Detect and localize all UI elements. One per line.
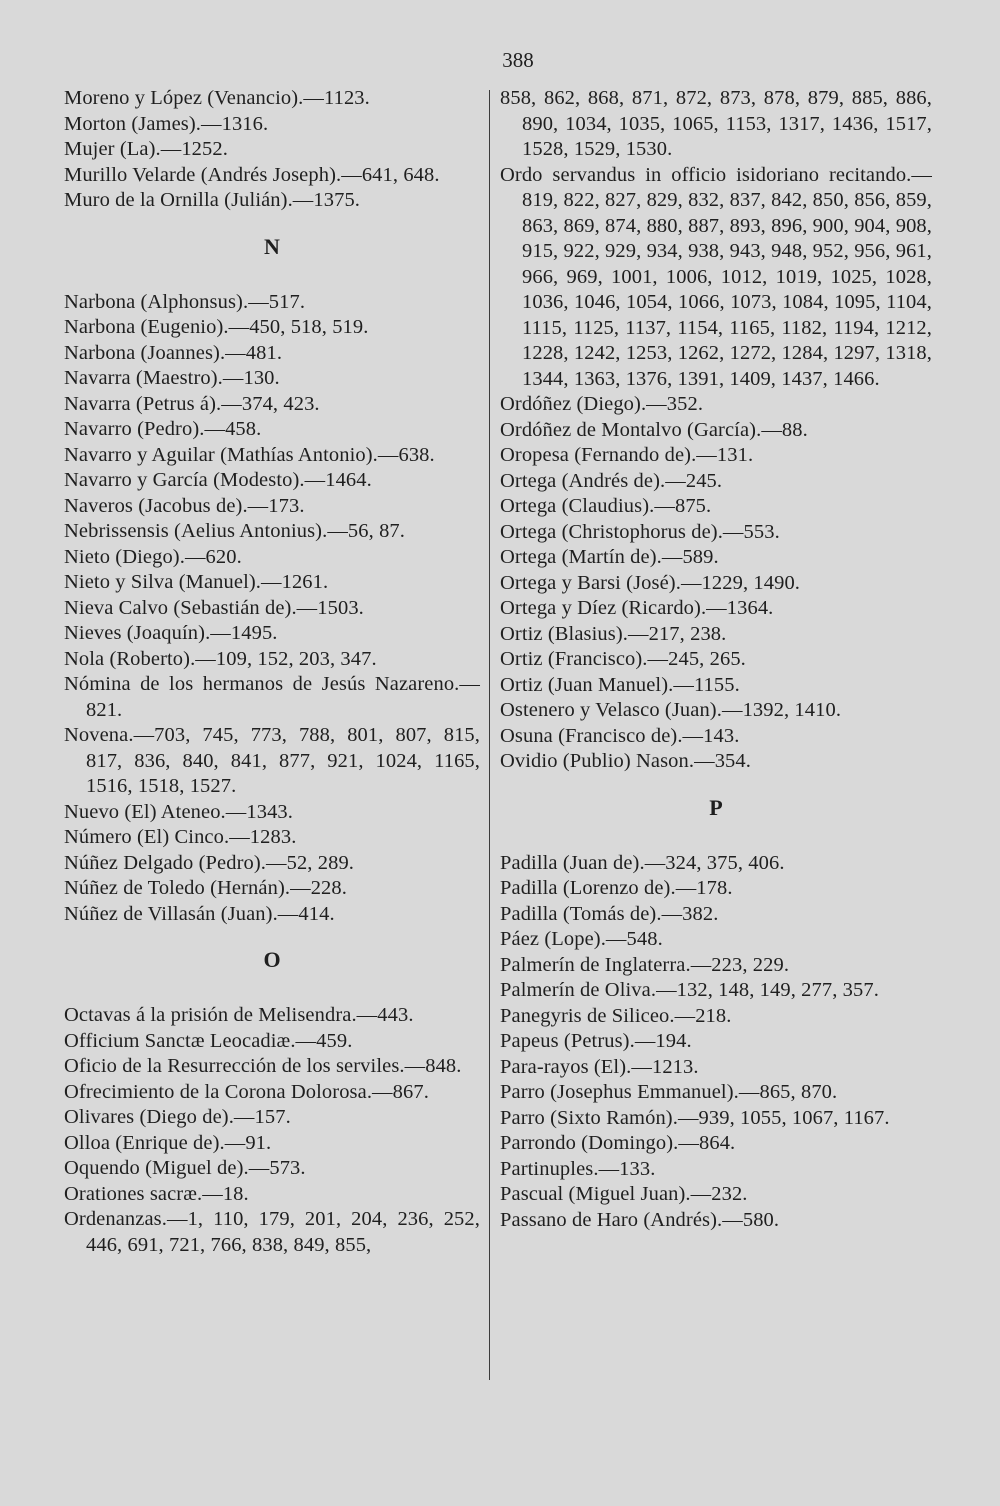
index-entry: Nieto (Diego).—620. xyxy=(64,545,242,568)
index-entry: Naveros (Jacobus de).—173. xyxy=(64,494,305,517)
index-entry: Ortega y Barsi (José).—1229, 1490. xyxy=(500,571,801,594)
index-entry: Octavas á la prisión de Melisendra.—443. xyxy=(64,1004,414,1026)
index-entry: Passano de Haro (Andrés).—580. xyxy=(500,1208,780,1231)
left-index-column xyxy=(64,86,480,1258)
index-entry: Palmerín de Oliva.—132, 148, 149, 277, 357. xyxy=(500,979,879,1001)
index-entry: Ortega (Martín de).—589. xyxy=(500,546,719,568)
index-entry: Ortega (Claudius).—875. xyxy=(500,495,712,517)
index-entry: Nieto y Silva (Manuel).—1261. xyxy=(64,571,329,593)
index-entry: Nebrissensis (Aelius Antonius).—56, 87. xyxy=(64,520,405,542)
section-letter-p: P xyxy=(709,794,723,820)
index-entry: Olloa (Enrique de).—91. xyxy=(64,1131,272,1154)
index-entry: Padilla (Lorenzo de).—178. xyxy=(500,877,733,899)
index-entry: Parro (Sixto Ramón).—939, 1055, 1067, 1167. xyxy=(500,1106,890,1129)
index-entry: Panegyris de Siliceo.—218. xyxy=(500,1004,732,1027)
index-entry: Ortega (Andrés de).—245. xyxy=(500,469,723,492)
index-entry: Ordo servandus in officio isidoriano recitando.—819, 822, 827, 829, 832, 837, 842, 850, 856, 859, 863, 869, 874, 880, 887, 893, 896, 900, 904, 908, 915, 922, 929, 934, 938, 943, 948, 952, 956, 961, 966, 969, 1001, 1006, 1012, 1019, 1025, 1028, 1036, 1046, 1054, 1066, 1073, 1084, 1095, 1104, 1115, 1125, 1137, 1154, 1165, 1182, 1194, 1212, 1228, 1242, 1253, 1262, 1272, 1284, 1297, 1318, 1344, 1363, 1376, 1391, 1409, 1437, 1466. xyxy=(500,163,932,390)
index-entry: Morton (James).—1316. xyxy=(64,112,269,135)
index-entry: Ostenero y Velasco (Juan).—1392, 1410. xyxy=(500,699,842,721)
column-divider xyxy=(489,90,490,1380)
index-entry: Nieva Calvo (Sebastián de).—1503. xyxy=(64,596,364,619)
index-entry: Officium Sanctæ Leocadiæ.—459. xyxy=(64,1029,353,1052)
index-entry: Padilla (Tomás de).—382. xyxy=(500,902,719,925)
index-entry: Ortega y Díez (Ricardo).—1364. xyxy=(500,597,774,619)
index-entry: Ofrecimiento de la Corona Dolorosa.—867. xyxy=(64,1080,429,1103)
index-entry: Navarro (Pedro).—458. xyxy=(64,418,262,440)
index-entry: Núñez de Villasán (Juan).—414. xyxy=(64,902,335,925)
index-entry: Partinuples.—133. xyxy=(500,1157,656,1180)
index-entry: Narbona (Eugenio).—450, 518, 519. xyxy=(64,316,369,338)
index-entry: Nola (Roberto).—109, 152, 203, 347. xyxy=(64,647,377,670)
index-entry: Oropesa (Fernando de).—131. xyxy=(500,444,754,466)
index-entry: Ordenanzas.—1, 110, 179, 201, 204, 236, 252, 446, 691, 721, 766, 838, 849, 855, xyxy=(64,1208,480,1256)
index-entry: Murillo Velarde (Andrés Joseph).—641, 648. xyxy=(64,163,440,186)
index-entry: Muro de la Ornilla (Julián).—1375. xyxy=(64,189,361,211)
index-entry: Papeus (Petrus).—194. xyxy=(500,1030,692,1052)
index-entry-continuation: 858, 862, 868, 871, 872, 873, 878, 879, 885, 886, 890, 1034, 1035, 1065, 1153, 1317, 1436, 1517, 1528, 1529, 1530. xyxy=(500,87,932,160)
index-entry: Navarra (Maestro).—130. xyxy=(64,367,280,389)
page-number: 388 xyxy=(502,48,534,72)
index-entry: Ortega (Christophorus de).—553. xyxy=(500,520,780,543)
index-entry: Narbona (Joannes).—481. xyxy=(64,341,283,364)
section-letter-o: O xyxy=(263,947,281,972)
index-entry: Ortiz (Francisco).—245, 265. xyxy=(500,648,746,670)
section-letter-n: N xyxy=(264,233,280,259)
index-entry: Palmerín de Inglaterra.—223, 229. xyxy=(500,953,790,976)
index-entry: Padilla (Juan de).—324, 375, 406. xyxy=(500,851,785,874)
index-entry: Parrondo (Domingo).—864. xyxy=(500,1132,736,1154)
index-entry: Ordóñez de Montalvo (García).—88. xyxy=(500,418,808,441)
index-entry: Parro (Josephus Emmanuel).—865, 870. xyxy=(500,1081,838,1103)
index-entry: Navarro y García (Modesto).—1464. xyxy=(64,469,372,491)
index-entry: Navarra (Petrus á).—374, 423. xyxy=(64,392,320,415)
index-entry: Oquendo (Miguel de).—573. xyxy=(64,1157,306,1179)
index-entry: Núñez Delgado (Pedro).—52, 289. xyxy=(64,851,355,874)
index-entry: Número (El) Cinco.—1283. xyxy=(64,826,297,848)
index-entry: Nieves (Joaquín).—1495. xyxy=(64,622,278,644)
index-entry: Mujer (La).—1252. xyxy=(64,138,228,160)
index-entry: Ortiz (Blasius).—217, 238. xyxy=(500,622,727,645)
index-entry: Ovidio (Publio) Nason.—354. xyxy=(500,750,751,772)
right-index-column xyxy=(500,86,932,1233)
index-entry: Para-rayos (El).—1213. xyxy=(500,1055,699,1078)
index-entry: Olivares (Diego de).—157. xyxy=(64,1106,291,1128)
index-entry: Núñez de Toledo (Hernán).—228. xyxy=(64,877,347,899)
index-entry: Orationes sacræ.—18. xyxy=(64,1182,249,1205)
index-entry: Narbona (Alphonsus).—517. xyxy=(64,290,306,313)
index-entry: Nuevo (El) Ateneo.—1343. xyxy=(64,800,293,823)
index-entry: Moreno y López (Venancio).—1123. xyxy=(64,87,370,109)
index-entry: Ordóñez (Diego).—352. xyxy=(500,393,704,415)
index-entry: Oficio de la Resurrección de los serviles.—848. xyxy=(64,1055,462,1077)
index-entry: Páez (Lope).—548. xyxy=(500,928,663,950)
index-entry: Ortiz (Juan Manuel).—1155. xyxy=(500,673,740,696)
index-entry: Novena.—703, 745, 773, 788, 801, 807, 815, 817, 836, 840, 841, 877, 921, 1024, 1165, 1516, 1518, 1527. xyxy=(64,724,480,797)
index-entry: Osuna (Francisco de).—143. xyxy=(500,724,740,747)
index-entry: Navarro y Aguilar (Mathías Antonio).—638. xyxy=(64,443,435,466)
index-entry: Nómina de los hermanos de Jesús Nazareno.—821. xyxy=(64,673,480,721)
index-entry: Pascual (Miguel Juan).—232. xyxy=(500,1183,748,1205)
